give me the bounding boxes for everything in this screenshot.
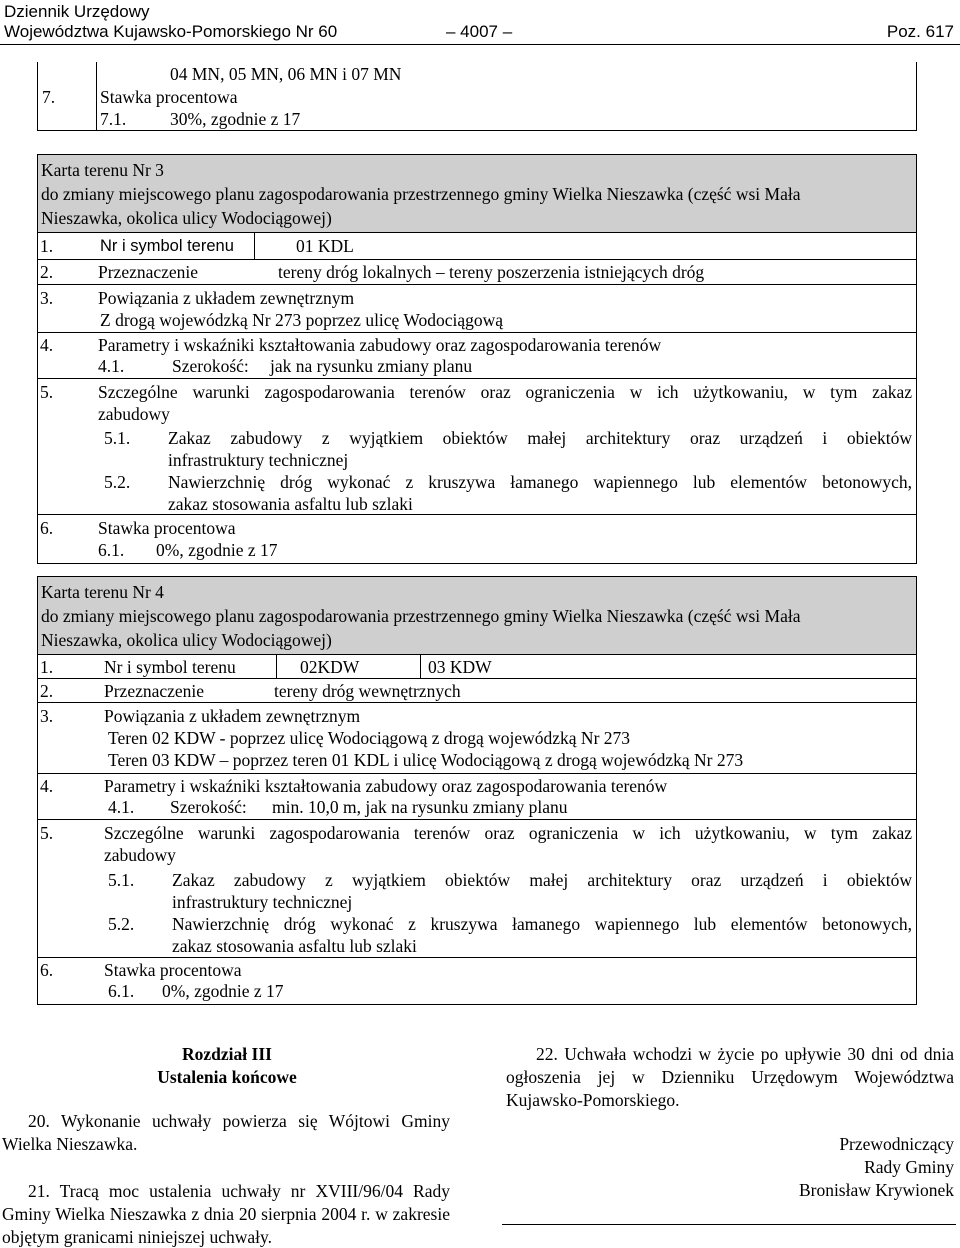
footer-rule — [502, 1224, 956, 1225]
section-label: Stawka procentowa — [98, 518, 236, 538]
section-value: tereny dróg lokalnych – tereny poszerzenia istniejących dróg — [278, 262, 705, 282]
section-num: 6. — [40, 518, 54, 538]
signature-title: Przewodniczący — [839, 1134, 954, 1154]
card-title-line: Karta terenu Nr 4 — [41, 582, 164, 602]
section-4 — [38, 774, 916, 820]
section-num: 3. — [40, 706, 54, 726]
subsection-text-cont: zakaz stosowania asfaltu lub szlaki — [172, 936, 417, 956]
subsection-value: min. 10,0 m, jak na rysunku zmiany planu — [272, 797, 568, 817]
section-label-cont: zabudowy — [104, 845, 176, 865]
column-divider — [420, 655, 421, 678]
subsection-text: Zakaz zabudowy z wyjątkiem obiektów małej architektury oraz urządzeń i obiektów — [168, 428, 912, 448]
card-title — [38, 577, 916, 655]
table-fragment — [37, 62, 917, 131]
section-value: 03 KDW — [428, 657, 492, 677]
subsection-num: 5.1. — [108, 870, 135, 890]
subsection-num: 6.1. — [108, 981, 135, 1001]
chapter-heading: Rozdział III — [182, 1044, 272, 1064]
section-label: Nr i symbol terenu — [100, 237, 234, 255]
section-label: Szczególne warunki zagospodarowania terenów oraz ograniczenia w ich użytkowaniu, w tym zakaz — [98, 382, 912, 402]
column-divider — [96, 62, 97, 130]
land-card-3 — [37, 154, 917, 564]
section-label: Parametry i wskaźniki kształtowania zabudowy oraz zagospodarowania terenów — [104, 776, 668, 796]
section-label: Nr i symbol terenu — [104, 657, 236, 677]
chapter-title: Ustalenia końcowe — [157, 1067, 297, 1087]
section-label: Przeznaczenie — [98, 262, 199, 282]
paragraph-20: 20. Wykonanie uchwały powierza się Wójtowi Gminy Wielka Nieszawka. — [2, 1111, 450, 1154]
fragment-item-label: Stawka procentowa — [100, 87, 238, 107]
section-value: 01 KDL — [296, 236, 354, 256]
subsection-label: Szerokość: — [172, 356, 249, 376]
section-3 — [38, 703, 916, 774]
section-value: Z drogą wojewódzką Nr 273 poprzez ulicę Wodociągową — [100, 310, 504, 330]
column-divider — [276, 655, 277, 678]
section-num: 4. — [40, 335, 54, 355]
section-label: Parametry i wskaźniki kształtowania zabudowy oraz zagospodarowania terenów — [98, 335, 662, 355]
column-divider — [254, 233, 255, 259]
section-num: 2. — [40, 262, 54, 282]
subsection-value: 0%, zgodnie z 17 — [162, 981, 284, 1001]
section-num: 3. — [40, 288, 54, 308]
subsection-num: 4.1. — [98, 356, 125, 376]
section-num: 1. — [40, 657, 54, 677]
card-title-line: Nieszawka, okolica ulicy Wodociągowej) — [41, 208, 332, 228]
fragment-row-1: 04 MN, 05 MN, 06 MN i 07 MN — [170, 64, 402, 84]
section-num: 1. — [40, 236, 54, 256]
subsection-text: Nawierzchnię dróg wykonać z kruszywa łamanego wapiennego lub elementów betonowych, — [168, 472, 912, 492]
section-5 — [38, 379, 916, 515]
section-2 — [38, 679, 916, 703]
subsection-text-cont: infrastruktury technicznej — [168, 450, 349, 470]
subsection-num: 5.2. — [104, 472, 131, 492]
section-5 — [38, 820, 916, 958]
section-value-line: Teren 02 KDW - poprzez ulicę Wodociągową z drogą wojewódzką Nr 273 — [108, 728, 631, 748]
section-6 — [38, 958, 916, 1004]
section-1 — [38, 233, 916, 260]
subsection-text: Zakaz zabudowy z wyjątkiem obiektów małej architektury oraz urządzeń i obiektów — [172, 870, 912, 890]
section-label: Stawka procentowa — [104, 960, 242, 980]
card-title-line: do zmiany miejscowego planu zagospodarowania przestrzennego gminy Wielka Nieszawka (część wsi Mała — [41, 184, 801, 204]
section-2 — [38, 260, 916, 285]
section-1 — [38, 655, 916, 679]
section-label: Przeznaczenie — [104, 681, 205, 701]
section-label: Powiązania z układem zewnętrznym — [104, 706, 361, 726]
section-num: 4. — [40, 776, 54, 796]
signature-body: Rady Gminy — [864, 1157, 954, 1177]
signature-name: Bronisław Krywionek — [798, 1180, 954, 1200]
subsection-num: 5.2. — [108, 914, 135, 934]
section-value-line: Teren 03 KDW – poprzez teren 01 KDL i ulicę Wodociągową z drogą wojewódzką Nr 273 — [108, 750, 744, 770]
paragraph-22: 22. Uchwała wchodzi w życie po upływie 30 dni od dnia ogłoszenia jej w Dzienniku Urzędowym Województwa Kujawsko-Pomorskiego. — [506, 1044, 954, 1110]
section-label: Szczególne warunki zagospodarowania terenów oraz ograniczenia w ich użytkowaniu, w tym zakaz — [104, 823, 912, 843]
subsection-value: jak na rysunku zmiany planu — [270, 356, 473, 376]
section-3 — [38, 285, 916, 333]
section-label-cont: zabudowy — [98, 404, 170, 424]
section-num: 6. — [40, 960, 54, 980]
card-title-line: Karta terenu Nr 3 — [41, 160, 164, 180]
subsection-text-cont: zakaz stosowania asfaltu lub szlaki — [168, 494, 413, 514]
header-rule — [0, 44, 960, 45]
subsection-label: Szerokość: — [170, 797, 247, 817]
card-title — [38, 155, 916, 233]
section-num: 2. — [40, 681, 54, 701]
card-title-line: Nieszawka, okolica ulicy Wodociągowej) — [41, 630, 332, 650]
journal-subtitle: Województwa Kujawsko-Pomorskiego Nr 60 — [4, 22, 338, 41]
section-label: Powiązania z układem zewnętrznym — [98, 288, 355, 308]
subsection-text: Nawierzchnię dróg wykonać z kruszywa łamanego wapiennego lub elementów betonowych, — [172, 914, 912, 934]
fragment-subitem-value: 30%, zgodnie z 17 — [170, 109, 301, 129]
land-card-4 — [37, 576, 917, 1005]
subsection-num: 5.1. — [104, 428, 131, 448]
subsection-text-cont: infrastruktury technicznej — [172, 892, 353, 912]
section-value: tereny dróg wewnętrznych — [274, 681, 461, 701]
card-title-line: do zmiany miejscowego planu zagospodarowania przestrzennego gminy Wielka Nieszawka (część wsi Mała — [41, 606, 801, 626]
page-number: – 4007 – — [446, 22, 513, 41]
paragraph-21: 21. Tracą moc ustalenia uchwały nr XVIII/96/04 Rady Gminy Wielka Nieszawka z dnia 20 sierpnia 2004 r. w zakresie objętym granicami niniejszej uchwały. — [2, 1181, 450, 1247]
section-num: 5. — [40, 823, 54, 843]
subsection-num: 4.1. — [108, 797, 135, 817]
section-6 — [38, 515, 916, 563]
subsection-num: 6.1. — [98, 540, 125, 560]
fragment-subitem-num: 7.1. — [100, 109, 127, 129]
section-4 — [38, 333, 916, 379]
fragment-item-num: 7. — [42, 87, 56, 107]
position-number: Poz. 617 — [886, 22, 954, 41]
section-value: 02KDW — [300, 657, 360, 677]
section-num: 5. — [40, 382, 54, 402]
subsection-value: 0%, zgodnie z 17 — [156, 540, 278, 560]
journal-title: Dziennik Urzędowy — [4, 2, 150, 21]
